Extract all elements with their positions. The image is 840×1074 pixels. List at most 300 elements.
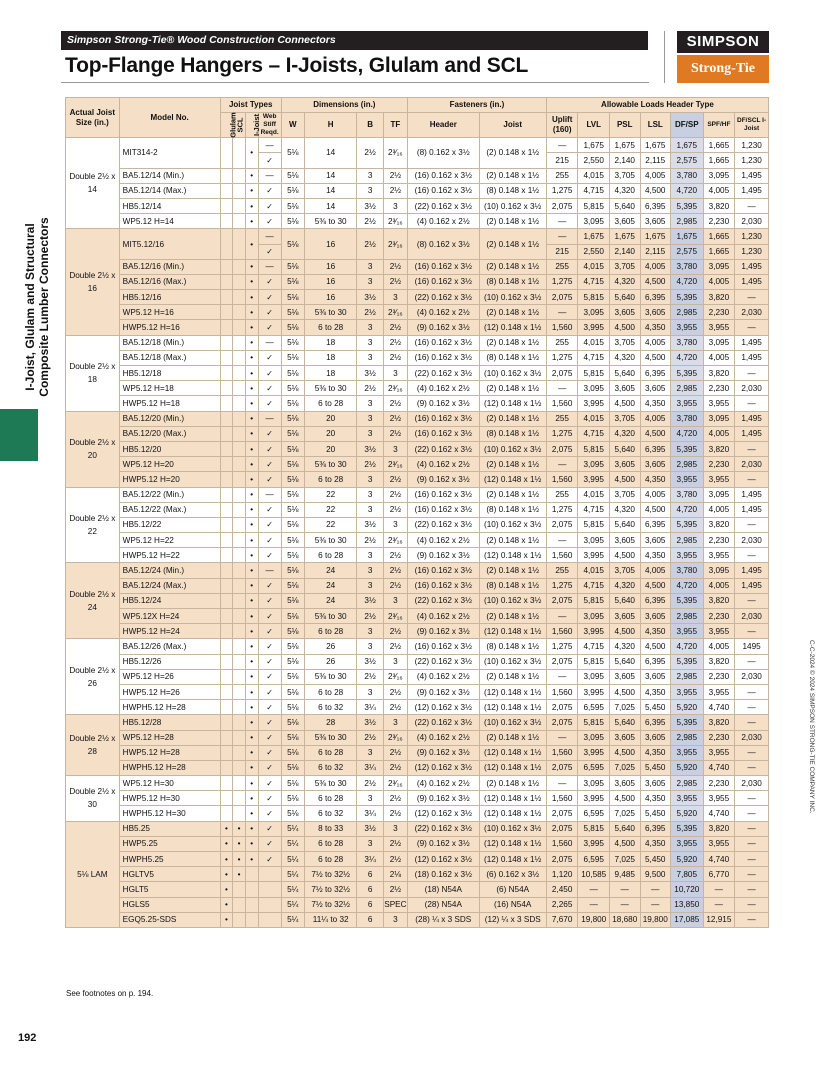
table-cell: (10) 0.162 x 3½ [479, 198, 546, 213]
table-cell: 5⅜ to 30 [304, 669, 357, 684]
model-cell: HB5.12/16 [119, 290, 220, 305]
table-cell: 3,995 [578, 745, 610, 760]
table-cell: • [245, 335, 258, 350]
table-cell: 1,560 [546, 396, 578, 411]
table-cell: 2,575 [671, 153, 704, 168]
table-cell: • [245, 381, 258, 396]
table-cell: 4,350 [640, 624, 671, 639]
table-cell: 3,705 [610, 411, 641, 426]
table-cell: 2,230 [703, 609, 735, 624]
table-cell: 17,085 [671, 912, 704, 927]
table-cell: (2) 0.148 x 1½ [479, 776, 546, 791]
table-cell: 3 [357, 548, 383, 563]
table-cell [258, 897, 281, 912]
table-cell: 4,715 [578, 502, 610, 517]
table-cell: • [245, 320, 258, 335]
table-cell: (2) 0.148 x 1½ [479, 609, 546, 624]
col-scl: SCL [233, 113, 246, 138]
table-cell: • [233, 867, 246, 882]
table-cell: 2,575 [671, 244, 704, 259]
table-cell: 1,675 [640, 138, 671, 153]
table-cell: — [546, 229, 578, 244]
table-cell: 4,740 [703, 806, 735, 821]
table-cell: — [735, 593, 769, 608]
table-cell: 4,005 [640, 563, 671, 578]
table-cell: 19,800 [578, 912, 610, 927]
table-cell: 2,075 [546, 852, 578, 867]
table-cell: 5¼ [281, 836, 304, 851]
table-cell: (8) 0.148 x 1½ [479, 350, 546, 365]
table-cell: 2,985 [671, 457, 704, 472]
table-cell [220, 593, 233, 608]
table-cell: 5¼ [281, 852, 304, 867]
table-cell: 3,995 [578, 791, 610, 806]
table-cell: 2½ [383, 487, 407, 502]
table-cell: 3 [357, 502, 383, 517]
table-cell: 2³⁄₁₆ [383, 669, 407, 684]
table-cell: 6,395 [640, 654, 671, 669]
col-ijoist: I-Joist [245, 113, 258, 138]
table-cell: (4) 0.162 x 2½ [408, 533, 480, 548]
table-cell [220, 229, 233, 259]
table-cell: (8) 0.148 x 1½ [479, 183, 546, 198]
table-cell: 3,995 [578, 836, 610, 851]
table-cell: — [640, 897, 671, 912]
table-cell: 5,640 [610, 654, 641, 669]
table-cell: 3,995 [578, 624, 610, 639]
table-cell: (2) 0.148 x 1½ [479, 305, 546, 320]
table-cell: 3,095 [703, 411, 735, 426]
table-cell [233, 335, 246, 350]
model-cell: BA5.12/14 (Min.) [119, 168, 220, 183]
table-cell: (2) 0.148 x 1½ [479, 563, 546, 578]
model-cell: BA5.12/18 (Min.) [119, 335, 220, 350]
model-cell: MIT314-2 [119, 138, 220, 168]
table-cell: 6 to 28 [304, 472, 357, 487]
joist-size-cell: Double 2½ x 24 [66, 563, 120, 639]
table-cell: • [245, 806, 258, 821]
table-cell: 3½ [357, 366, 383, 381]
table-cell: 2,030 [735, 609, 769, 624]
table-cell: 5,395 [671, 198, 704, 213]
table-cell [220, 183, 233, 198]
table-cell: • [245, 609, 258, 624]
table-cell: — [735, 472, 769, 487]
table-cell: 4,350 [640, 836, 671, 851]
table-cell [220, 290, 233, 305]
table-cell: — [258, 563, 281, 578]
table-cell: (9) 0.162 x 3½ [408, 548, 480, 563]
table-cell: 255 [546, 335, 578, 350]
table-cell: 3,955 [703, 745, 735, 760]
table-cell: 5,640 [610, 198, 641, 213]
table-cell: 3,095 [578, 305, 610, 320]
table-cell: — [546, 138, 578, 153]
table-cell: 5⅜ to 30 [304, 609, 357, 624]
table-cell: (12) 0.148 x 1½ [479, 760, 546, 775]
table-cell: (16) 0.162 x 3½ [408, 578, 480, 593]
col-spfhf: SPF/HF [703, 113, 735, 138]
table-cell: 1,560 [546, 472, 578, 487]
table-cell: 1,675 [671, 138, 704, 153]
table-cell: 5⅛ [281, 715, 304, 730]
table-cell [233, 274, 246, 289]
table-row [66, 229, 769, 244]
model-cell: HB5.12/14 [119, 198, 220, 213]
table-cell: 3 [357, 168, 383, 183]
table-cell: (16) 0.162 x 3½ [408, 274, 480, 289]
table-cell [220, 274, 233, 289]
table-row [66, 274, 769, 289]
table-cell: 4,005 [640, 335, 671, 350]
table-cell: 2½ [383, 578, 407, 593]
table-cell: • [245, 290, 258, 305]
table-cell: 6,395 [640, 441, 671, 456]
table-cell: 18,680 [610, 912, 641, 927]
col-joist-types: Joist Types [220, 98, 281, 113]
table-cell: 3,605 [610, 305, 641, 320]
table-cell: (2) 0.148 x 1½ [479, 487, 546, 502]
table-cell: 255 [546, 487, 578, 502]
table-cell: 2½ [383, 411, 407, 426]
table-cell: 4,005 [703, 639, 735, 654]
table-cell: 4,005 [640, 168, 671, 183]
table-cell: 14 [304, 183, 357, 198]
table-cell [220, 487, 233, 502]
table-cell [233, 730, 246, 745]
table-cell: 2³⁄₁₆ [383, 229, 407, 259]
table-cell: 4,500 [610, 836, 641, 851]
table-cell: ✓ [258, 517, 281, 532]
table-cell: 1,275 [546, 274, 578, 289]
table-cell: 3 [383, 715, 407, 730]
table-cell: • [245, 502, 258, 517]
table-cell: 2½ [357, 138, 383, 168]
page-title: Top-Flange Hangers – I-Joists, Glulam and SCL [65, 54, 529, 77]
table-cell: (4) 0.162 x 2½ [408, 457, 480, 472]
table-cell: 3,820 [703, 593, 735, 608]
table-cell: • [245, 533, 258, 548]
table-cell: 3,820 [703, 821, 735, 836]
table-cell: • [233, 836, 246, 851]
table-cell: 6,595 [578, 760, 610, 775]
table-row [66, 548, 769, 563]
table-cell: • [245, 593, 258, 608]
logo-strong-tie: Strong-Tie [677, 55, 769, 83]
table-cell: 3,995 [578, 320, 610, 335]
table-cell: 1,495 [735, 183, 769, 198]
table-cell: 1,665 [703, 229, 735, 244]
table-cell: 5,815 [578, 441, 610, 456]
table-cell: (12) 0.148 x 1½ [479, 684, 546, 699]
table-cell: — [610, 882, 641, 897]
table-row [66, 624, 769, 639]
table-cell: (8) 0.148 x 1½ [479, 639, 546, 654]
table-cell: ✓ [258, 776, 281, 791]
table-cell: 3,780 [671, 563, 704, 578]
table-row [66, 290, 769, 305]
table-cell [220, 198, 233, 213]
table-cell: ✓ [258, 350, 281, 365]
table-cell: — [735, 320, 769, 335]
table-cell: — [735, 760, 769, 775]
table-cell: 2½ [383, 684, 407, 699]
table-cell: 2,075 [546, 198, 578, 213]
table-cell: 2½ [357, 776, 383, 791]
table-cell: 3,705 [610, 168, 641, 183]
table-cell: 3,095 [703, 487, 735, 502]
table-cell: 5,395 [671, 593, 704, 608]
table-cell [233, 168, 246, 183]
table-cell: 3,605 [640, 305, 671, 320]
table-cell: 1,495 [735, 411, 769, 426]
table-cell: — [735, 882, 769, 897]
table-cell: 2,075 [546, 715, 578, 730]
table-cell: 2½ [383, 274, 407, 289]
table-cell: 3,955 [671, 684, 704, 699]
table-cell [233, 624, 246, 639]
table-cell: 4,500 [640, 426, 671, 441]
col-h: H [304, 113, 357, 138]
table-cell: 3 [357, 487, 383, 502]
table-cell: — [578, 897, 610, 912]
table-cell [220, 776, 233, 791]
model-cell: HWP5.12 H=28 [119, 745, 220, 760]
table-cell: 255 [546, 563, 578, 578]
table-cell: 215 [546, 153, 578, 168]
table-cell: 2½ [383, 472, 407, 487]
table-cell: 2,075 [546, 654, 578, 669]
table-cell: 5,450 [640, 806, 671, 821]
model-cell: BA5.12/20 (Max.) [119, 426, 220, 441]
table-cell: 4,500 [610, 745, 641, 760]
table-cell [233, 472, 246, 487]
table-cell: ✓ [258, 593, 281, 608]
table-cell: 3 [357, 472, 383, 487]
table-cell: — [735, 806, 769, 821]
table-cell: 3,955 [671, 836, 704, 851]
table-cell [245, 912, 258, 927]
table-cell: (8) 0.148 x 1½ [479, 426, 546, 441]
table-cell: 7,670 [546, 912, 578, 927]
table-cell: — [258, 487, 281, 502]
table-cell: 6,395 [640, 821, 671, 836]
table-cell: 1,230 [735, 244, 769, 259]
table-row [66, 198, 769, 213]
table-cell: 6,395 [640, 198, 671, 213]
header-divider [664, 31, 665, 83]
table-cell: 3,095 [703, 168, 735, 183]
table-cell: 3½ [357, 654, 383, 669]
table-cell: (16) 0.162 x 3½ [408, 639, 480, 654]
table-cell: — [735, 684, 769, 699]
table-cell [220, 517, 233, 532]
table-cell: ✓ [258, 852, 281, 867]
table-cell [220, 715, 233, 730]
table-cell: • [245, 563, 258, 578]
table-cell [233, 760, 246, 775]
table-cell: • [245, 654, 258, 669]
table-cell: 2½ [383, 624, 407, 639]
table-cell: 2,075 [546, 806, 578, 821]
table-cell: (12) 0.148 x 1½ [479, 320, 546, 335]
table-cell: 3 [357, 836, 383, 851]
table-cell: 6 to 28 [304, 396, 357, 411]
table-cell: 2³⁄₁₆ [383, 381, 407, 396]
table-cell [220, 441, 233, 456]
table-cell: 1,120 [546, 867, 578, 882]
table-cell: 5⅛ [281, 487, 304, 502]
table-cell: • [245, 214, 258, 229]
header-bar-text: Simpson Strong-Tie® Wood Construction Connectors [67, 34, 336, 46]
table-cell: 4,720 [671, 426, 704, 441]
table-cell: 3,995 [578, 396, 610, 411]
table-cell: (12) 0.148 x 1½ [479, 836, 546, 851]
table-cell: 1,495 [735, 578, 769, 593]
table-cell: 4,715 [578, 426, 610, 441]
table-cell: (2) 0.148 x 1½ [479, 533, 546, 548]
table-cell: • [245, 457, 258, 472]
table-cell: 5,640 [610, 366, 641, 381]
table-cell [220, 700, 233, 715]
table-cell [220, 381, 233, 396]
table-cell: 2½ [383, 335, 407, 350]
table-cell [233, 912, 246, 927]
table-cell: 2½ [357, 730, 383, 745]
table-cell: 4,350 [640, 472, 671, 487]
table-cell: 9,500 [640, 867, 671, 882]
table-cell: 2,030 [735, 457, 769, 472]
table-cell: 2,075 [546, 593, 578, 608]
table-cell: (4) 0.162 x 2½ [408, 730, 480, 745]
table-cell: (12) ¼ x 3 SDS [479, 912, 546, 927]
table-cell: (22) 0.162 x 3½ [408, 290, 480, 305]
table-cell [233, 700, 246, 715]
table-cell: • [245, 760, 258, 775]
table-cell: (16) 0.162 x 3½ [408, 259, 480, 274]
table-cell: 1,230 [735, 138, 769, 153]
table-cell [233, 578, 246, 593]
table-cell: 3,605 [640, 776, 671, 791]
table-cell: 3,095 [578, 457, 610, 472]
table-cell: 4,320 [610, 639, 641, 654]
table-cell: (16) 0.162 x 3½ [408, 502, 480, 517]
table-cell: ✓ [258, 684, 281, 699]
table-cell: 22 [304, 487, 357, 502]
table-cell: (9) 0.162 x 3½ [408, 745, 480, 760]
table-cell: • [233, 821, 246, 836]
table-cell: 1,665 [703, 138, 735, 153]
table-cell: 2³⁄₁₆ [383, 776, 407, 791]
table-row [66, 806, 769, 821]
model-cell: WP5.12 H=26 [119, 669, 220, 684]
table-cell: 3 [383, 198, 407, 213]
table-cell: ✓ [258, 700, 281, 715]
table-cell [233, 411, 246, 426]
table-cell [220, 396, 233, 411]
table-cell: 2,030 [735, 305, 769, 320]
table-cell: 2½ [383, 563, 407, 578]
table-cell: — [546, 609, 578, 624]
table-cell: (12) 0.148 x 1½ [479, 548, 546, 563]
table-cell: 1,275 [546, 350, 578, 365]
table-cell [233, 593, 246, 608]
table-cell: (22) 0.162 x 3½ [408, 821, 480, 836]
model-cell: HWP5.12 H=24 [119, 624, 220, 639]
table-cell: 2½ [383, 700, 407, 715]
table-cell: (9) 0.162 x 3½ [408, 836, 480, 851]
table-cell: 5⅛ [281, 639, 304, 654]
table-cell: 5,395 [671, 715, 704, 730]
table-cell: 3½ [357, 593, 383, 608]
table-cell: (10) 0.162 x 3½ [479, 441, 546, 456]
table-cell: 5⅜ to 30 [304, 457, 357, 472]
table-cell: 3,820 [703, 654, 735, 669]
table-cell: • [245, 441, 258, 456]
table-cell: • [245, 669, 258, 684]
table-row [66, 335, 769, 350]
table-cell: 5⅛ [281, 669, 304, 684]
table-cell: 3,605 [610, 776, 641, 791]
table-cell: 7,805 [671, 867, 704, 882]
table-cell: ✓ [258, 290, 281, 305]
hanger-table [65, 97, 769, 928]
table-cell: 5⅛ [281, 624, 304, 639]
table-cell: 6,395 [640, 517, 671, 532]
table-cell: 3,995 [578, 684, 610, 699]
table-cell [233, 897, 246, 912]
table-row [66, 882, 769, 897]
table-cell: 4,715 [578, 274, 610, 289]
table-cell: • [245, 548, 258, 563]
table-cell [233, 776, 246, 791]
model-cell: BA5.12/22 (Min.) [119, 487, 220, 502]
table-cell: 2½ [383, 183, 407, 198]
table-cell: (8) 0.148 x 1½ [479, 502, 546, 517]
table-cell [220, 730, 233, 745]
table-cell: 3 [357, 639, 383, 654]
table-cell [258, 882, 281, 897]
table-cell: ✓ [258, 609, 281, 624]
table-cell: (16) 0.162 x 3½ [408, 183, 480, 198]
table-cell: 6 [357, 882, 383, 897]
table-cell: 4,715 [578, 639, 610, 654]
table-cell: ✓ [258, 548, 281, 563]
joist-size-cell: Double 2½ x 16 [66, 229, 120, 335]
table-cell: 4,015 [578, 411, 610, 426]
table-cell: (10) 0.162 x 3½ [479, 517, 546, 532]
table-cell: (22) 0.162 x 3½ [408, 715, 480, 730]
table-cell: • [245, 396, 258, 411]
table-cell: • [245, 715, 258, 730]
table-cell [220, 214, 233, 229]
table-cell: ✓ [258, 472, 281, 487]
table-cell: 2½ [383, 760, 407, 775]
model-cell: HGLTV5 [119, 867, 220, 882]
table-cell [220, 502, 233, 517]
table-cell: 3½ [357, 821, 383, 836]
col-lvl: LVL [578, 113, 610, 138]
table-cell [233, 183, 246, 198]
table-cell: 2,030 [735, 381, 769, 396]
table-cell: — [735, 700, 769, 715]
table-cell: (10) 0.162 x 3½ [479, 593, 546, 608]
table-cell: (8) 0.162 x 3½ [408, 138, 480, 168]
table-cell [245, 882, 258, 897]
table-row [66, 578, 769, 593]
table-cell: • [245, 198, 258, 213]
table-cell [220, 335, 233, 350]
